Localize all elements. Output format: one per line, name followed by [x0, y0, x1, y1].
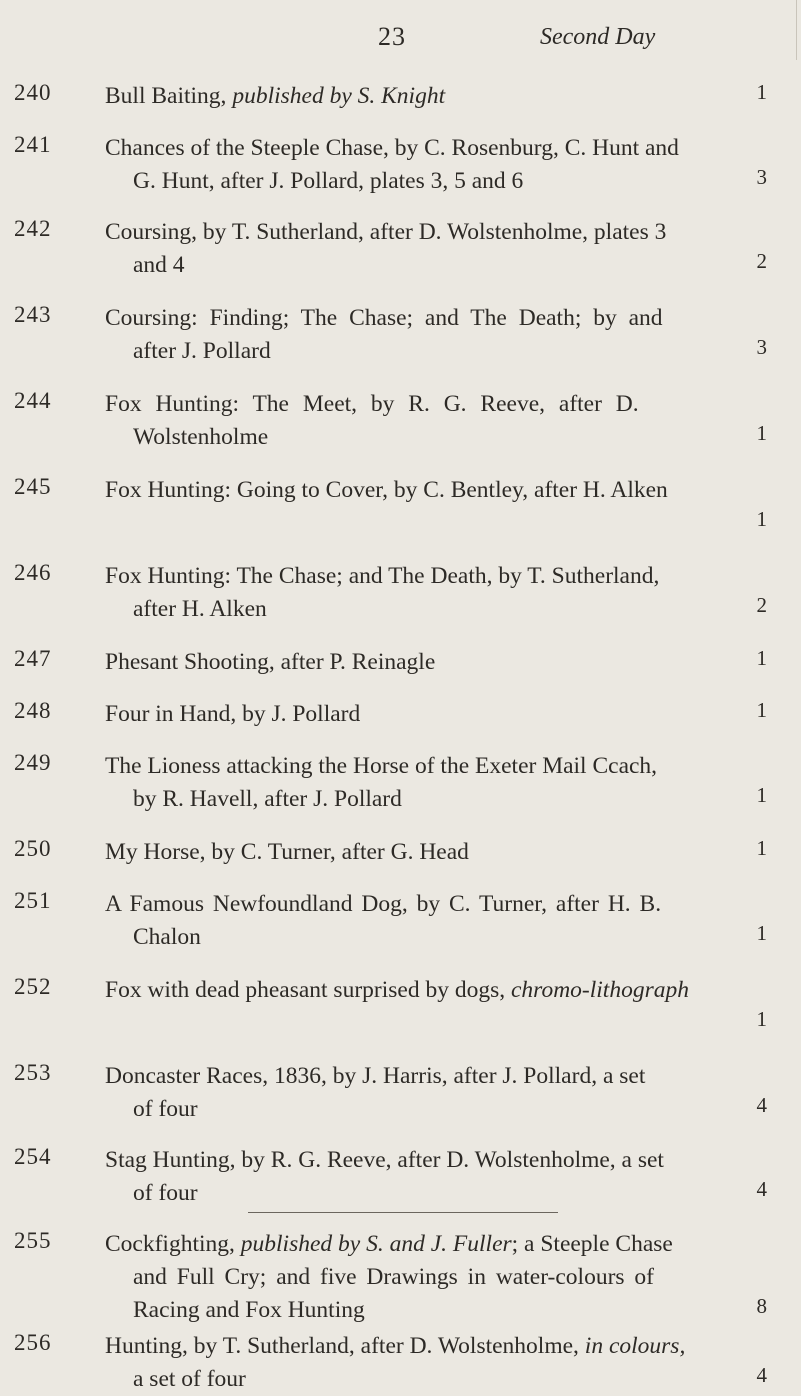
lot-quantity: 8	[756, 1294, 767, 1318]
lot-number: 242	[14, 216, 52, 241]
lot-number: 251	[14, 888, 52, 913]
lot-quantity: 1	[756, 421, 767, 445]
page-header	[0, 14, 801, 54]
lot-number: 244	[14, 388, 52, 413]
page-edge-line	[796, 0, 797, 60]
lot-quantity: 1	[756, 507, 767, 531]
lot-quantity: 1	[756, 646, 767, 670]
lot-description: Phesant Shooting, after P. Reinagle	[105, 649, 436, 675]
lot-number: 250	[14, 836, 52, 861]
lot-description: Fox Hunting: The Chase; and The Death, by T. Sutherland, after H. Alken	[105, 563, 660, 622]
page-title: Second Day	[540, 24, 656, 50]
lot-number: 245	[14, 474, 52, 499]
lot-quantity: 3	[756, 165, 767, 189]
page-number: 23	[378, 22, 406, 51]
lot-number: 243	[14, 302, 52, 327]
lot-description: Fox with dead pheasant surprised by dogs, chromo-lithograph	[105, 977, 689, 1003]
lot-number: 247	[14, 646, 52, 671]
lot-quantity: 2	[756, 249, 767, 273]
lot-quantity: 1	[756, 783, 767, 807]
lot-number: 246	[14, 560, 52, 585]
lot-description: A Famous Newfoundland Dog, by C. Turner, after H. B. Chalon	[105, 891, 662, 950]
lot-description: Fox Hunting: Going to Cover, by C. Bentley, after H. Alken	[105, 477, 668, 503]
lot-description: Stag Hunting, by R. G. Reeve, after D. Wolstenholme, a set of four	[105, 1147, 664, 1206]
lot-number: 253	[14, 1060, 52, 1085]
lot-quantity: 2	[756, 593, 767, 617]
lot-description: Fox Hunting: The Meet, by R. G. Reeve, after D. Wolstenholme	[105, 391, 639, 450]
lot-quantity: 4	[756, 1363, 767, 1387]
section-divider	[248, 1212, 558, 1213]
lot-number: 254	[14, 1144, 52, 1169]
lot-description: My Horse, by C. Turner, after G. Head	[105, 839, 469, 865]
lot-quantity: 1	[756, 80, 767, 104]
lot-description: Four in Hand, by J. Pollard	[105, 701, 361, 727]
lot-quantity: 1	[756, 1007, 767, 1031]
lot-quantity: 4	[756, 1177, 767, 1201]
lot-number: 248	[14, 698, 52, 723]
lot-description: Chances of the Steeple Chase, by C. Rosenburg, C. Hunt and G. Hunt, after J. Pollard, plates 3, 5 and 6	[105, 135, 679, 194]
lot-description: Doncaster Races, 1836, by J. Harris, after J. Pollard, a set of four	[105, 1063, 646, 1122]
lot-description: Hunting, by T. Sutherland, after D. Wolstenholme, in colours, a set of four	[105, 1333, 686, 1392]
lot-quantity: 1	[756, 698, 767, 722]
lot-description: Coursing, by T. Sutherland, after D. Wolstenholme, plates 3 and 4	[105, 219, 667, 278]
lot-description: Coursing: Finding; The Chase; and The Death; by and after J. Pollard	[105, 305, 663, 364]
lot-quantity: 3	[756, 335, 767, 359]
lot-description: Bull Baiting, published by S. Knight	[105, 83, 446, 109]
lot-number: 255	[14, 1228, 52, 1253]
lot-quantity: 4	[756, 1093, 767, 1117]
lot-number: 241	[14, 132, 52, 157]
lot-quantity: 1	[756, 836, 767, 860]
lot-description: The Lioness attacking the Horse of the Exeter Mail Ccach, by R. Havell, after J. Pollard	[105, 753, 658, 812]
lot-number: 249	[14, 750, 52, 775]
lot-quantity: 1	[756, 921, 767, 945]
lot-number: 252	[14, 974, 52, 999]
lot-description: Cockfighting, published by S. and J. Fuller; a Steeple Chase and Full Cry; and five Drawings in water-colours of Racing and Fox Hunting	[105, 1231, 673, 1323]
lot-number: 256	[14, 1330, 52, 1355]
lot-number: 240	[14, 80, 52, 105]
